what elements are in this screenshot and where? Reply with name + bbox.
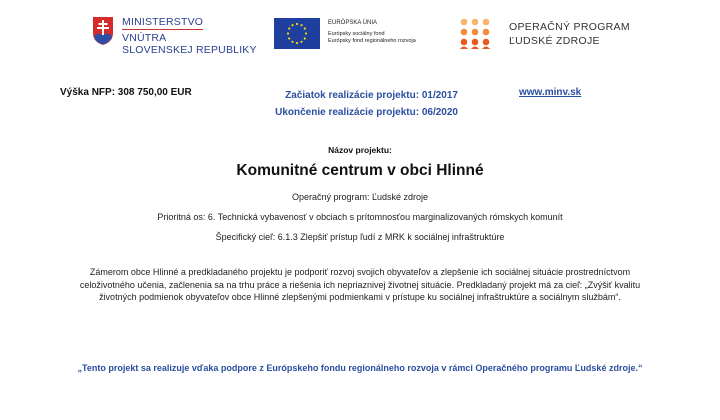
funding-statement: „Tento projekt sa realizuje vďaka podpore z Európskeho fondu regionálneho rozvoja v rámci Operačného programu Ľudské zdroje.“	[77, 363, 643, 373]
op-logo-line1: OPERAČNÝ PROGRAM	[509, 21, 630, 33]
specific-goal: Špecifický cieľ: 6.1.3 Zlepšiť prístup ľudí z MRK k sociálnej infraštruktúre	[215, 232, 505, 242]
project-end-date: Ukončenie realizácie projektu: 06/2020	[275, 107, 458, 118]
priority-axis: Prioritná os: 6. Technická vybavenosť v obciach s prítomnosťou marginalizovaných rómskych komunít	[157, 212, 563, 222]
op-ludske-zdroje-logo	[460, 18, 640, 54]
project-title: Komunitné centrum v obci Hlinné	[236, 162, 484, 179]
ministry-logo-line3: SLOVENSKEJ REPUBLIKY	[122, 44, 257, 56]
eu-flag-icon	[274, 18, 320, 49]
nfp-amount: Výška NFP: 308 750,00 EUR	[60, 87, 192, 98]
ministry-logo	[92, 16, 262, 58]
project-description: Zámerom obce Hlinné a predkladaného projektu je podporiť rozvoj svojich obyvateľov a zlepšenie ich sociálnej situácie prostredníctvom celoživotného učenia, začlenenia sa na trhu práce a riešenia ich nepriaznivej životnej situácie. Predkladaný projekt má za cieľ: „Zvýšiť kvalitu životných podmienok obyvateľov obce Hlinné zlepšenými podmienkami v prístupe ku sociálnej infraštruktúre a sociálnym službám“.	[79, 267, 641, 302]
ministry-logo-line1: MINISTERSTVO	[122, 16, 204, 28]
project-start-date: Začiatok realizácie projektu: 01/2017	[285, 90, 458, 101]
website-link[interactable]: www.minv.sk	[519, 87, 582, 98]
operational-program: Operačný program: Ľudské zdroje	[291, 192, 429, 202]
op-logo-line2: ĽUDSKÉ ZDROJE	[509, 35, 600, 47]
project-name-label: Názov projektu:	[328, 145, 392, 155]
ministry-logo-line2: VNÚTRA	[122, 32, 167, 44]
project-dates	[272, 87, 458, 121]
eu-logo-line2: Európsky fond regionálneho rozvoja	[328, 38, 416, 44]
slovak-coat-of-arms-icon	[92, 16, 114, 46]
eu-logo-title: EURÓPSKA ÚNIA	[328, 20, 378, 26]
people-dots-icon	[460, 18, 490, 50]
eu-logo	[274, 18, 454, 54]
eu-logo-line1: Európsky sociálny fond	[328, 31, 385, 37]
